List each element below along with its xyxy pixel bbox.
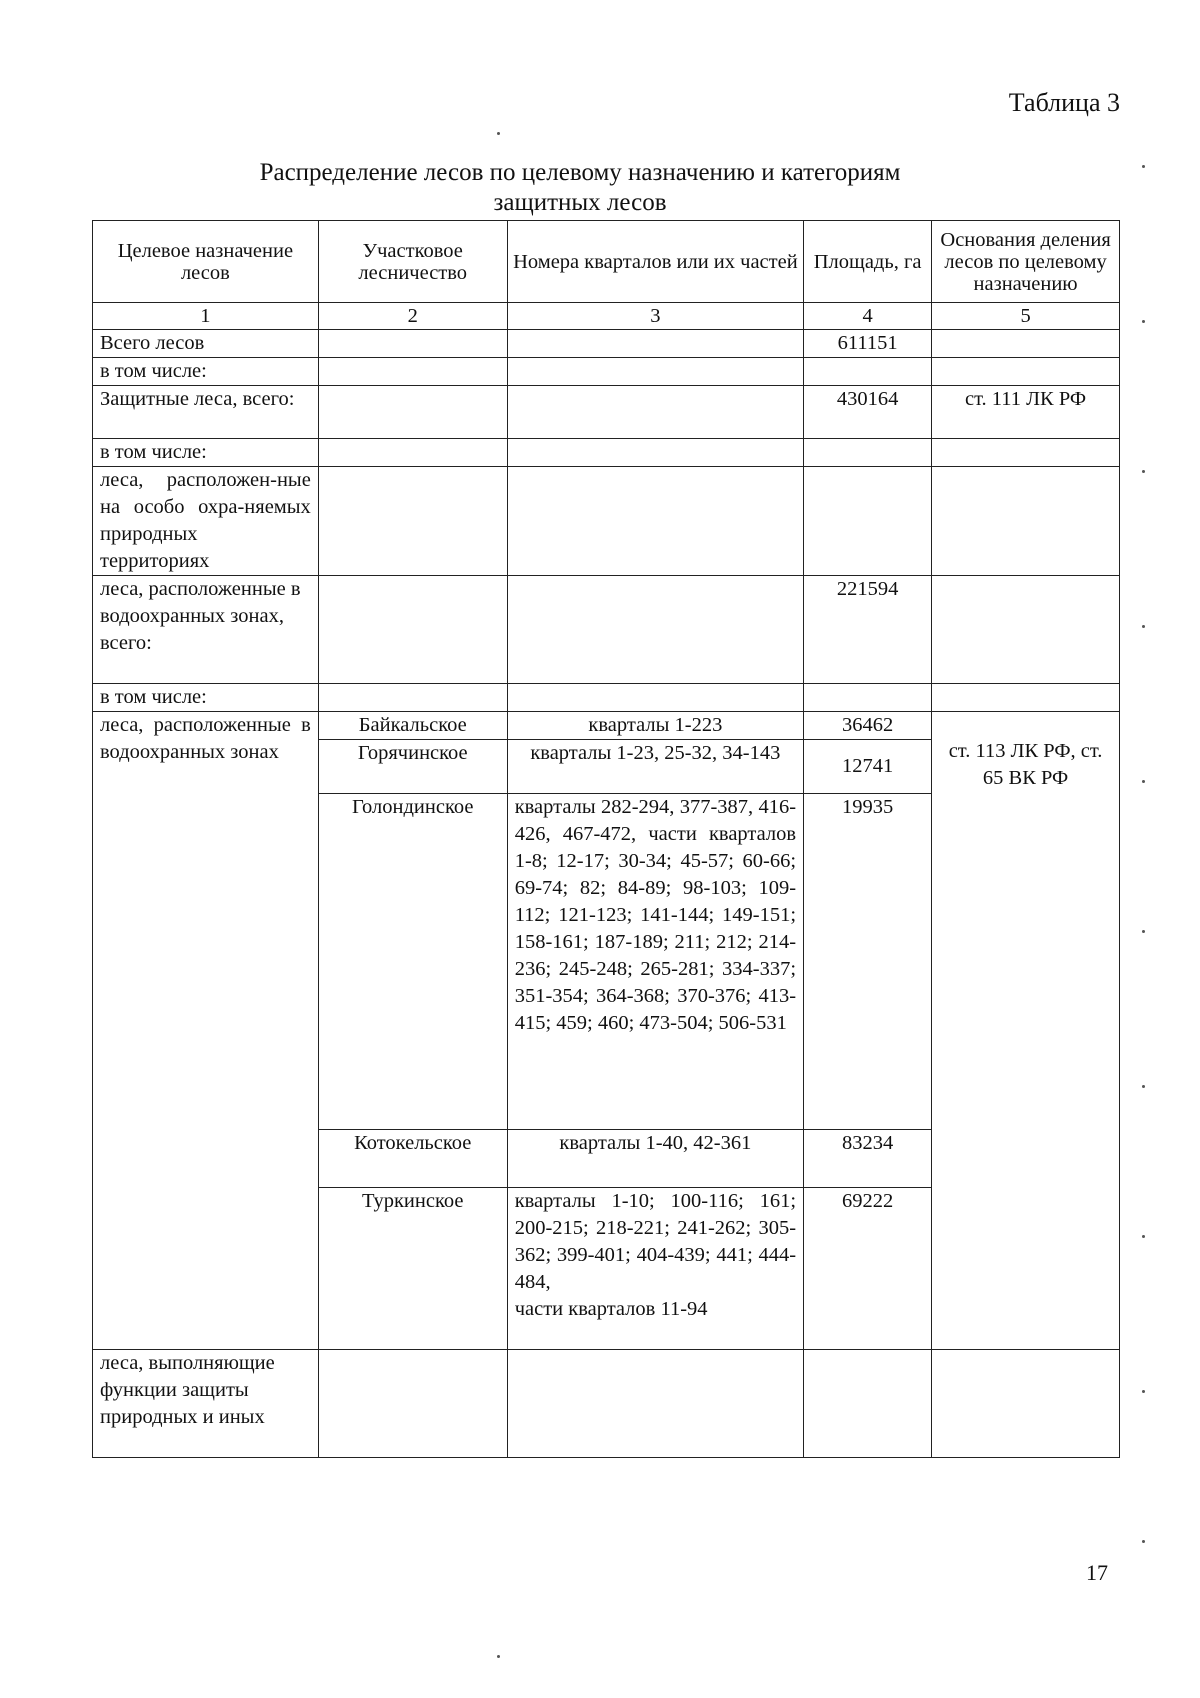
table-row <box>93 467 1120 576</box>
forest-distribution-table <box>92 220 1120 1458</box>
scan-speck <box>1142 1235 1145 1238</box>
table-title <box>240 158 920 218</box>
column-number: 2 <box>318 303 507 330</box>
row-label: в том числе: <box>93 358 319 386</box>
row-label: в том числе: <box>93 439 319 467</box>
forestry-name: Горячинское <box>318 740 507 794</box>
area-value: 221594 <box>804 576 932 684</box>
row-label: леса, расположен-ные на особо охра-няемых природных территориях <box>93 467 319 576</box>
header-forestry: Участковое лесничество <box>318 221 507 303</box>
area-value: 19935 <box>804 794 932 1130</box>
forestry-name: Туркинское <box>318 1188 507 1350</box>
forestry-name: Котокельское <box>318 1130 507 1188</box>
area-value: 83234 <box>804 1130 932 1188</box>
table-row <box>93 684 1120 712</box>
header-row <box>93 221 1120 303</box>
row-label: леса, расположенные в водоохранных зонах <box>93 712 319 1350</box>
scan-speck <box>497 1655 500 1658</box>
table-row <box>93 439 1120 467</box>
scan-speck <box>1142 1085 1145 1088</box>
table-row <box>93 358 1120 386</box>
forestry-name: Голондинское <box>318 794 507 1130</box>
header-purpose: Целевое назначение лесов <box>93 221 319 303</box>
scan-speck <box>497 132 500 135</box>
header-basis: Основания деления лесов по целевому назначению <box>932 221 1120 303</box>
quarters-value: кварталы 1-223 <box>507 712 803 740</box>
row-label: леса, расположенные в водоохранных зонах, всего: <box>93 576 319 684</box>
table-title-line-1: Распределение лесов по целевому назначению и категориям <box>259 159 901 186</box>
table-title-line-2: защитных лесов <box>493 189 667 216</box>
table-row <box>93 576 1120 684</box>
basis-value: ст. 111 ЛК РФ <box>932 386 1120 439</box>
table-row <box>93 712 1120 740</box>
scan-speck <box>1142 1540 1145 1543</box>
row-label: леса, выполняющие функции защиты природных и иных <box>93 1350 319 1458</box>
quarters-value: кварталы 1-40, 42-361 <box>507 1130 803 1188</box>
header-area: Площадь, га <box>804 221 932 303</box>
area-value: 611151 <box>804 330 932 358</box>
scan-speck <box>1142 930 1145 933</box>
scan-speck <box>1142 320 1145 323</box>
table-row <box>93 1350 1120 1458</box>
quarters-value: кварталы 1-23, 25-32, 34-143 <box>507 740 803 794</box>
area-value: 430164 <box>804 386 932 439</box>
table-label: Таблица 3 <box>1008 88 1120 117</box>
scan-speck <box>1142 470 1145 473</box>
area-value: 12741 <box>804 740 932 794</box>
quarters-cell <box>507 1188 803 1350</box>
row-label: Защитные леса, всего: <box>93 386 319 439</box>
table-row <box>93 330 1120 358</box>
table-row <box>93 386 1120 439</box>
row-label: в том числе: <box>93 684 319 712</box>
quarters-parts: части кварталов 11-94 <box>514 1298 708 1320</box>
scan-speck <box>1142 780 1145 783</box>
basis-value: ст. 113 ЛК РФ, ст. 65 ВК РФ <box>932 712 1120 1350</box>
forestry-name: Байкальское <box>318 712 507 740</box>
quarters-value: кварталы 1-10; 100-116; 161; 200-215; 218-221; 241-262; 305-362; 399-401; 404-439; 441; 444-484, <box>514 1190 797 1293</box>
quarters-value: кварталы 282-294, 377-387, 416-426, 467-472, части кварталов 1-8; 12-17; 30-34; 45-57; 60-66; 69-74; 82; 84-89; 98-103; 109-112; 121-123; 141-144; 149-151; 158-161; 187-189; 211; 212; 214-236; 245-248; 265-281; 334-337; 351-354; 364-368; 370-376; 413-415; 459; 460; 473-504; 506-531 <box>507 794 803 1130</box>
column-number-row <box>93 303 1120 330</box>
column-number: 5 <box>932 303 1120 330</box>
column-number: 4 <box>804 303 932 330</box>
page-number: 17 <box>1086 1560 1108 1585</box>
area-value: 36462 <box>804 712 932 740</box>
column-number: 1 <box>93 303 319 330</box>
row-label: Всего лесов <box>93 330 319 358</box>
scan-speck <box>1142 1390 1145 1393</box>
header-quarters: Номера кварталов или их частей <box>507 221 803 303</box>
area-value: 69222 <box>804 1188 932 1350</box>
scan-speck <box>1142 625 1145 628</box>
scan-speck <box>1142 165 1145 168</box>
column-number: 3 <box>507 303 803 330</box>
